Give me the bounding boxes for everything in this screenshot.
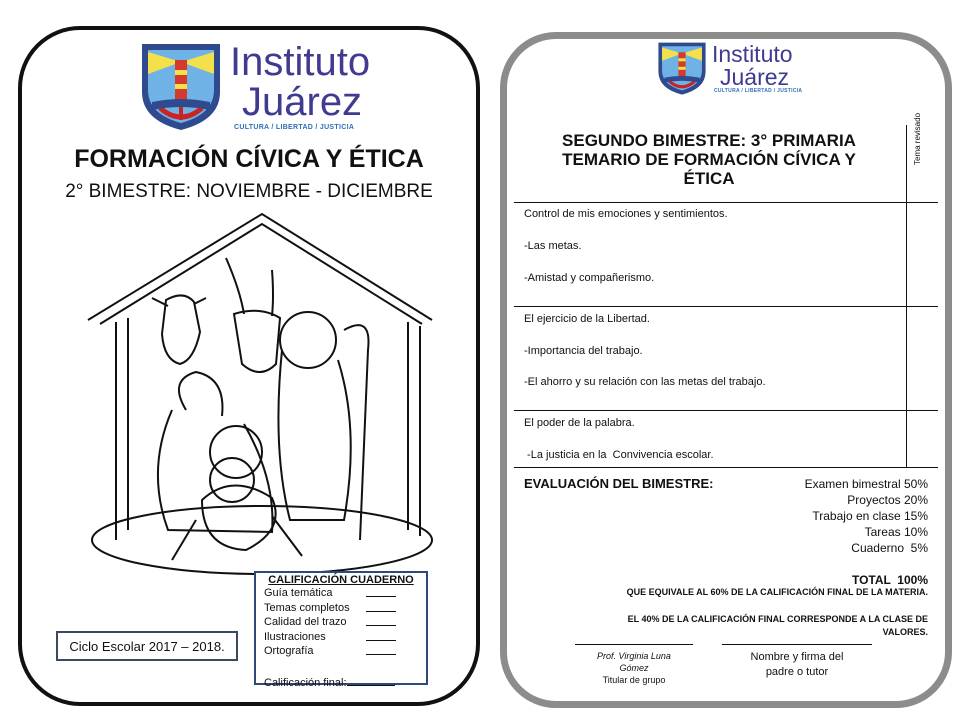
topic-item: -Importancia del trabajo. [524, 345, 643, 357]
row-divider [514, 467, 938, 468]
nativity-illustration [76, 210, 448, 590]
evaluation-total: TOTAL 100% [851, 573, 928, 587]
topic-item: -Las metas. [524, 240, 582, 252]
grade-item [256, 615, 426, 630]
school-cycle: Ciclo Escolar 2017 – 2018. [56, 631, 238, 661]
heading-line3: ÉTICA [683, 169, 735, 188]
evaluation-item: Tareas 10% [864, 525, 928, 539]
parent-label-2: padre o tutor [765, 666, 829, 678]
teacher-role: Titular de grupo [602, 675, 666, 685]
topic-item: -Amistad y compañerismo. [524, 272, 655, 284]
logo-tagline: CULTURA / LIBERTAD / JUSTICIA [714, 87, 803, 94]
logo-name-line1: Instituto [712, 40, 793, 67]
topic-item: Control de mis emociones y sentimientos. [524, 208, 728, 220]
evaluation-item: Proyectos 20% [847, 493, 928, 507]
logo-tagline: CULTURA / LIBERTAD / JUSTICIA [234, 123, 355, 131]
note-40 [628, 613, 928, 639]
grade-blank[interactable] [366, 630, 396, 641]
grade-item-label: Ilustraciones [264, 630, 326, 643]
row-divider [514, 202, 938, 203]
topic-item: El poder de la palabra. [524, 417, 635, 429]
logo-left [138, 40, 370, 132]
teacher-name-2: Gómez [619, 663, 649, 673]
syllabus-heading [512, 125, 906, 201]
evaluation-title: EVALUACIÓN DEL BIMESTRE: [524, 476, 714, 491]
bimester-subtitle: 2° BIMESTRE: NOVIEMBRE - DICIEMBRE [65, 181, 433, 202]
grade-item-label: Temas completos [264, 601, 350, 614]
teacher-signature [575, 650, 693, 686]
logo-right [656, 40, 802, 96]
note-60: QUE EQUIVALE AL 60% DE LA CALIFICACIÓN FINAL DE LA MATERIA. [626, 587, 928, 597]
row-divider [514, 306, 938, 307]
final-grade-label: Calificación final: [264, 676, 347, 689]
lighthouse-shield-icon [138, 40, 224, 132]
parent-signature [722, 650, 872, 680]
logo-name-line1: Instituto [230, 39, 371, 84]
teacher-name: Prof. Virginia Luna [597, 651, 671, 661]
grade-item [256, 630, 426, 645]
parent-label-1: Nombre y firma del [750, 651, 844, 663]
review-column-divider [906, 125, 907, 468]
topic-item: -La justicia en la Convivencia escolar. [524, 449, 714, 461]
grade-item [256, 601, 426, 616]
logo-name-line2: Juárez [242, 79, 363, 124]
evaluation-item: Examen bimestral 50% [804, 477, 928, 491]
grade-item [256, 644, 426, 659]
grade-item [256, 586, 426, 601]
heading-line1: SEGUNDO BIMESTRE: 3° PRIMARIA [562, 131, 856, 150]
review-column-label: Tema revisado [913, 112, 922, 165]
subject-title: FORMACIÓN CÍVICA Y ÉTICA [74, 145, 424, 173]
heading-line2: TEMARIO DE FORMACIÓN CÍVICA Y [562, 150, 856, 169]
topic-item: -El ahorro y su relación con las metas del trabajo. [524, 376, 766, 388]
parent-signature-line [722, 644, 872, 645]
row-divider [514, 410, 938, 411]
lighthouse-shield-icon [656, 40, 708, 96]
grade-blank[interactable] [366, 644, 396, 655]
final-grade-blank[interactable] [347, 675, 395, 686]
grade-blank[interactable] [366, 601, 396, 612]
logo-name-line2: Juárez [720, 63, 790, 90]
grade-item-label: Guía temática [264, 587, 333, 599]
notebook-grade-box [254, 571, 428, 689]
topic-item: El ejercicio de la Libertad. [524, 313, 650, 325]
grade-item-label: Calidad del trazo [264, 616, 347, 628]
evaluation-item: Cuaderno 5% [851, 541, 928, 555]
grade-item-label: Ortografía [264, 645, 314, 657]
note-40-line1: EL 40% DE LA CALIFICACIÓN FINAL CORRESPONDE A LA CLASE DE [627, 614, 928, 624]
note-40-line2: VALORES. [882, 627, 928, 637]
evaluation-breakdown [805, 476, 928, 588]
grade-blank[interactable] [366, 586, 396, 597]
evaluation-item: Trabajo en clase 15% [812, 509, 928, 523]
final-grade [256, 675, 426, 689]
teacher-signature-line [575, 644, 693, 645]
grade-box-header: CALIFICACIÓN CUADERNO [268, 574, 414, 586]
grade-blank[interactable] [366, 615, 396, 626]
